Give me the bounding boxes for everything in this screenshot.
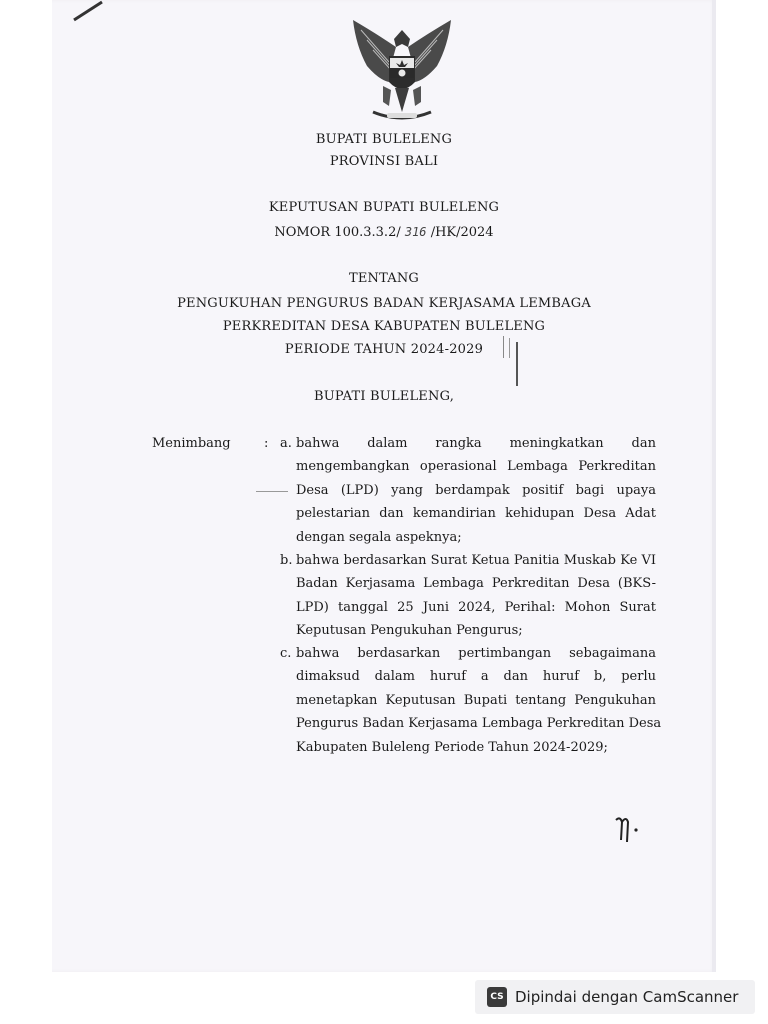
institution-name: BUPATI BULELENG [315,132,453,147]
item-line: pelestarian dan kemandirian kehidupan Desa Adat [296,506,656,522]
item-line: bahwa berdasarkan pertimbangan sebagaimana [296,646,656,661]
decree-number-prefix: NOMOR 100.3.3.2/ [274,225,401,240]
item-line: bahwa berdasarkan Surat Ketua Panitia Muskab Ke VI [296,553,656,568]
subject-line-3: PERIODE TAHUN 2024-2029 [284,342,484,357]
item-line: Pengurus Badan Kerjasama Lembaga Perkreditan Desa [296,716,662,732]
province-name: PROVINSI BALI [329,154,439,169]
camscanner-icon: CS [487,987,507,1007]
decree-number [0,225,768,240]
item-line: LPD) tanggal 25 Juni 2024, Perihal: Mohon Surat [296,599,656,615]
subject-line-1: PENGUKUHAN PENGURUS BADAN KERJASAMA LEMBAGA [177,296,591,311]
paraf-signature-icon [612,812,642,844]
item-line: mengembangkan operasional Lembaga Perkreditan [296,459,656,475]
subject-line-2: PERKREDITAN DESA KABUPATEN BULELENG [222,319,546,334]
item-letter: b. [280,553,293,568]
decree-title: KEPUTUSAN BUPATI BULELENG [268,200,500,215]
item-line: Kabupaten Buleleng Periode Tahun 2024-2029; [296,739,608,755]
item-line: dengan segala aspeknya; [296,529,462,545]
camscanner-label: Dipindai dengan CamScanner [515,988,739,1006]
item-line: bahwa dalam rangka meningkatkan dan [296,436,656,451]
item-line: dimaksud dalam huruf a dan huruf b, perlu [296,669,656,685]
considerations-label: Menimbang [152,436,231,451]
handwritten-number: 316 [404,225,427,239]
decree-number-suffix: /HK/2024 [430,225,494,240]
about-heading: TENTANG [348,271,420,286]
vertical-mark [509,338,510,358]
item-line: Keputusan Pengukuhan Pengurus; [296,623,523,639]
item-line: Desa (LPD) yang berdampak positif bagi upaya [296,482,656,498]
camscanner-watermark [475,980,755,1014]
item-letter: a. [280,436,292,451]
item-letter: c. [280,646,292,661]
vertical-mark [516,342,518,386]
garuda-emblem-icon [345,16,459,128]
vertical-mark [503,336,504,358]
considerations-colon: : [264,436,269,451]
issuer-name: BUPATI BULELENG, [313,389,455,404]
pen-dash [256,491,288,492]
item-line: menetapkan Keputusan Bupati tentang Pengukuhan [296,692,656,708]
item-line: Badan Kerjasama Lembaga Perkreditan Desa (BKS- [296,576,656,592]
pen-mark-icon [72,0,108,24]
